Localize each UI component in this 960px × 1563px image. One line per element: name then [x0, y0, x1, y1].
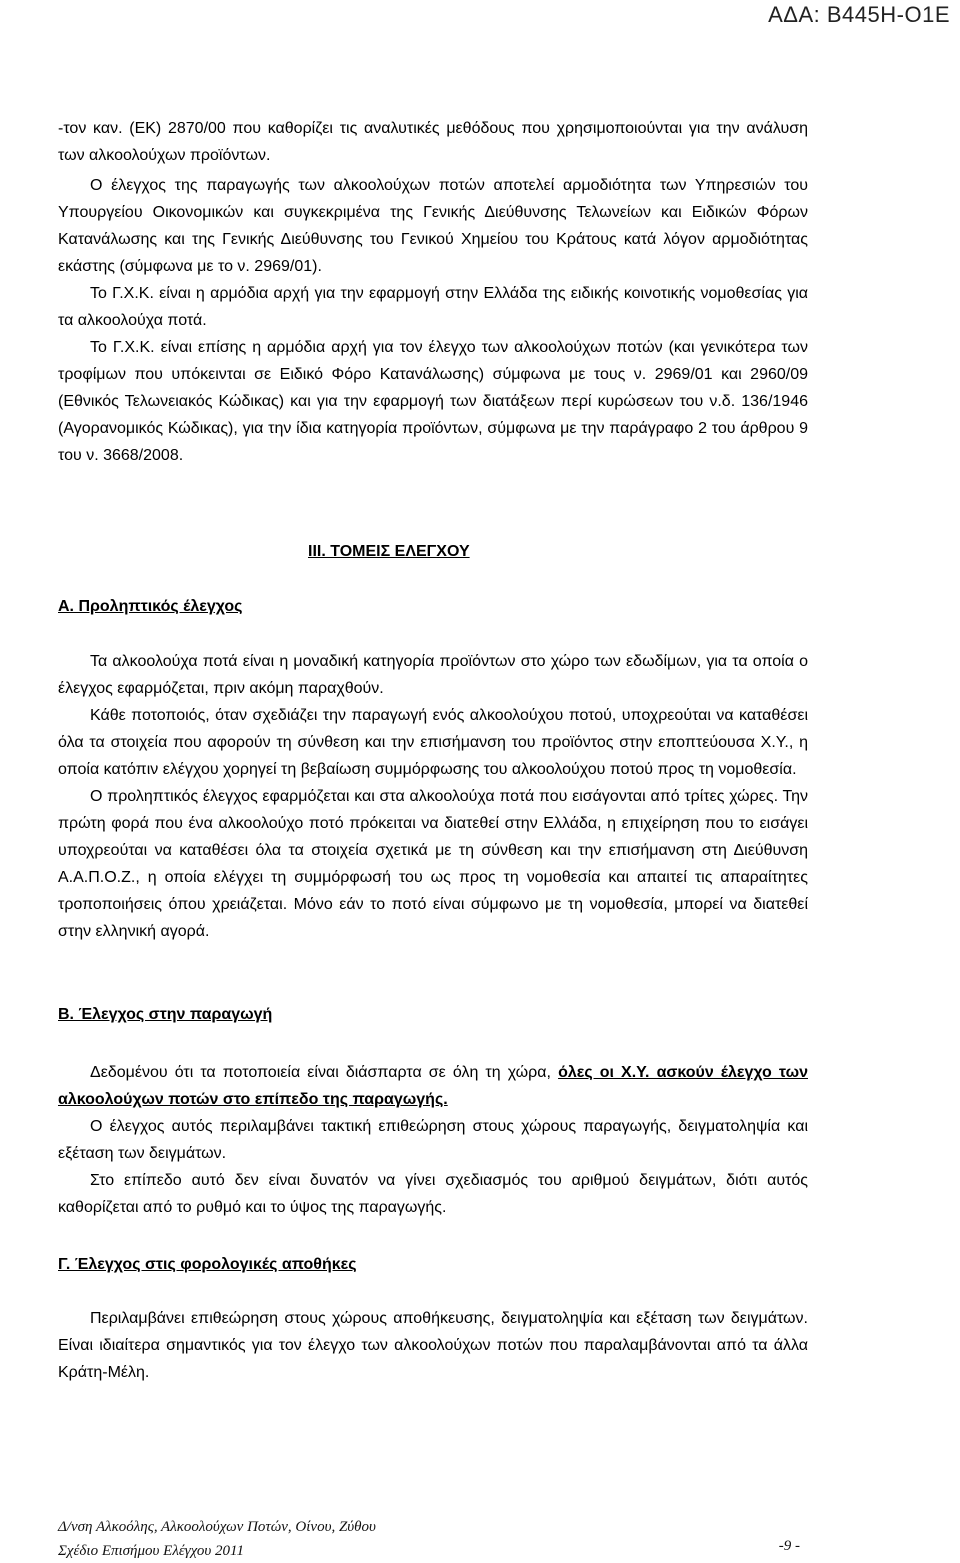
- intro-paragraph-regulation: -τον καν. (ΕΚ) 2870/00 που καθορίζει τις αναλυτικές μεθόδους που χρησιμοποιούνται για την ανάλυση των αλκοολούχων προϊόντων.: [58, 120, 808, 164]
- section-title: ΙΙΙ. ΤΟΜΕΙΣ ΕΛΕΓΧΟΥ: [308, 543, 470, 560]
- page-number: -9 -: [778, 1538, 800, 1554]
- ada-code: ΑΔΑ: Β445Η-Ο1Ε: [768, 2, 950, 27]
- intro-paragraph-authority: Το Γ.Χ.Κ. είναι η αρμόδια αρχή για την εφαρμογή στην Ελλάδα της ειδικής κοινοτικής νομοθεσίας για τα αλκοολούχα ποτά.: [58, 285, 808, 329]
- section-b-paragraph-1: [58, 1059, 808, 1113]
- section-b-heading: Β. Έλεγχος στην παραγωγή: [58, 1006, 273, 1023]
- section-a-heading: Α. Προληπτικός έλεγχος: [58, 598, 243, 615]
- section-b-paragraph-2: Ο έλεγχος αυτός περιλαμβάνει τακτική επιθεώρηση στους χώρους παραγωγής, δειγματοληψία και εξέταση των δειγμάτων.: [58, 1118, 808, 1162]
- section-b-paragraph-1-emphasis: όλες οι Χ.Υ. ασκούν έλεγχο των αλκοολούχων ποτών στο επίπεδο της παραγωγής.: [58, 1064, 808, 1108]
- section-b-body: [58, 1059, 808, 1221]
- section-c-body: [58, 1305, 808, 1386]
- section-b-paragraph-3: Στο επίπεδο αυτό δεν είναι δυνατόν να γίνει σχεδιασμός του αριθμού δειγμάτων, διότι αυτός καθορίζεται από το ρυθμό και το ύψος της παραγωγής.: [58, 1172, 808, 1216]
- section-a-paragraph-1: Τα αλκοολούχα ποτά είναι η μοναδική κατηγορία προϊόντων στο χώρο των εδωδίμων, για τα οποία ο έλεγχος εφαρμόζεται, πριν ακόμη παραχθούν.: [58, 653, 808, 697]
- section-a-body: [58, 648, 808, 945]
- footer-department: Δ/νση Αλκοόλης, Αλκοολούχων Ποτών, Οίνου, Ζύθου: [58, 1519, 376, 1535]
- footer: [58, 1515, 376, 1563]
- section-c-heading: Γ. Έλεγχος στις φορολογικές αποθήκες: [58, 1256, 357, 1273]
- footer-plan-title: Σχέδιο Επισήμου Ελέγχου 2011: [58, 1543, 244, 1559]
- section-b-paragraph-1-plain: Δεδομένου ότι τα ποτοποιεία είναι διάσπαρτα σε όλη τη χώρα,: [90, 1064, 559, 1081]
- intro-paragraph-control: Το Γ.Χ.Κ. είναι επίσης η αρμόδια αρχή για τον έλεγχο των αλκοολούχων ποτών (και γενικότερα των τροφίμων που υπόκεινται σε Ειδικό Φόρο Κατανάλωσης) σύμφωνα με τους ν. 2969/01 και 2960/09 (Εθνικός Τελωνειακός Κώδικας) και για την εφαρμογή των διατάξεων περί κυρώσεων του ν.δ. 136/1946 (Αγορανομικός Κώδικας), για την ίδια κατηγορία προϊόντων, σύμφωνα με την παράγραφο 2 του άρθρου 9 του ν. 3668/2008.: [58, 339, 808, 464]
- section-c-paragraph-1: Περιλαμβάνει επιθεώρηση στους χώρους αποθήκευσης, δειγματοληψία και εξέταση των δειγμάτων. Είναι ιδιαίτερα σημαντικός για τον έλεγχο των αλκοολούχων ποτών που παραλαμβάνονται από τα άλλα Κράτη-Μέλη.: [58, 1310, 808, 1381]
- section-a-paragraph-2: Κάθε ποτοποιός, όταν σχεδιάζει την παραγωγή ενός αλκοολούχου ποτού, υποχρεούται να καταθέσει όλα τα στοιχεία που αφορούν τη σύνθεση και την επισήμανση του προϊόντος στην εποπτεύουσα Χ.Υ., η οποία κατόπιν ελέγχου χορηγεί τη βεβαίωση συμμόρφωσης του αλκοολούχου ποτού προς τη νομοθεσία.: [58, 707, 808, 778]
- intro-section: [58, 115, 808, 469]
- section-a-paragraph-3: Ο προληπτικός έλεγχος εφαρμόζεται και στα αλκοολούχα ποτά που εισάγονται από τρίτες χώρες. Την πρώτη φορά που ένα αλκοολούχο ποτό πρόκειται να διατεθεί στην Ελλάδα, η επιχείρηση που το εισάγει υποχρεούται να καταθέσει όλα τα στοιχεία σχετικά με τη σύνθεση και την επισήμανση στη Διεύθυνση Α.Α.Π.Ο.Ζ., η οποία ελέγχει τη συμμόρφωσή του ως προς τη νομοθεσία και απαιτεί τις απαραίτητες τροποποιήσεις όπου χρειάζεται. Μόνο εάν το ποτό είναι σύμφωνο με τη νομοθεσία, μπορεί να διατεθεί στην ελληνική αγορά.: [58, 788, 808, 940]
- intro-paragraph-competence: Ο έλεγχος της παραγωγής των αλκοολούχων ποτών αποτελεί αρμοδιότητα των Υπηρεσιών του Υπουργείου Οικονομικών και συγκεκριμένα της Γενικής Διεύθυνσης Τελωνείων και Ειδικών Φόρων Κατανάλωσης και της Γενικής Διεύθυνσης του Γενικού Χημείου του Κράτους κατά λόγον αρμοδιότητας εκάστης (σύμφωνα με το ν. 2969/01).: [58, 177, 808, 275]
